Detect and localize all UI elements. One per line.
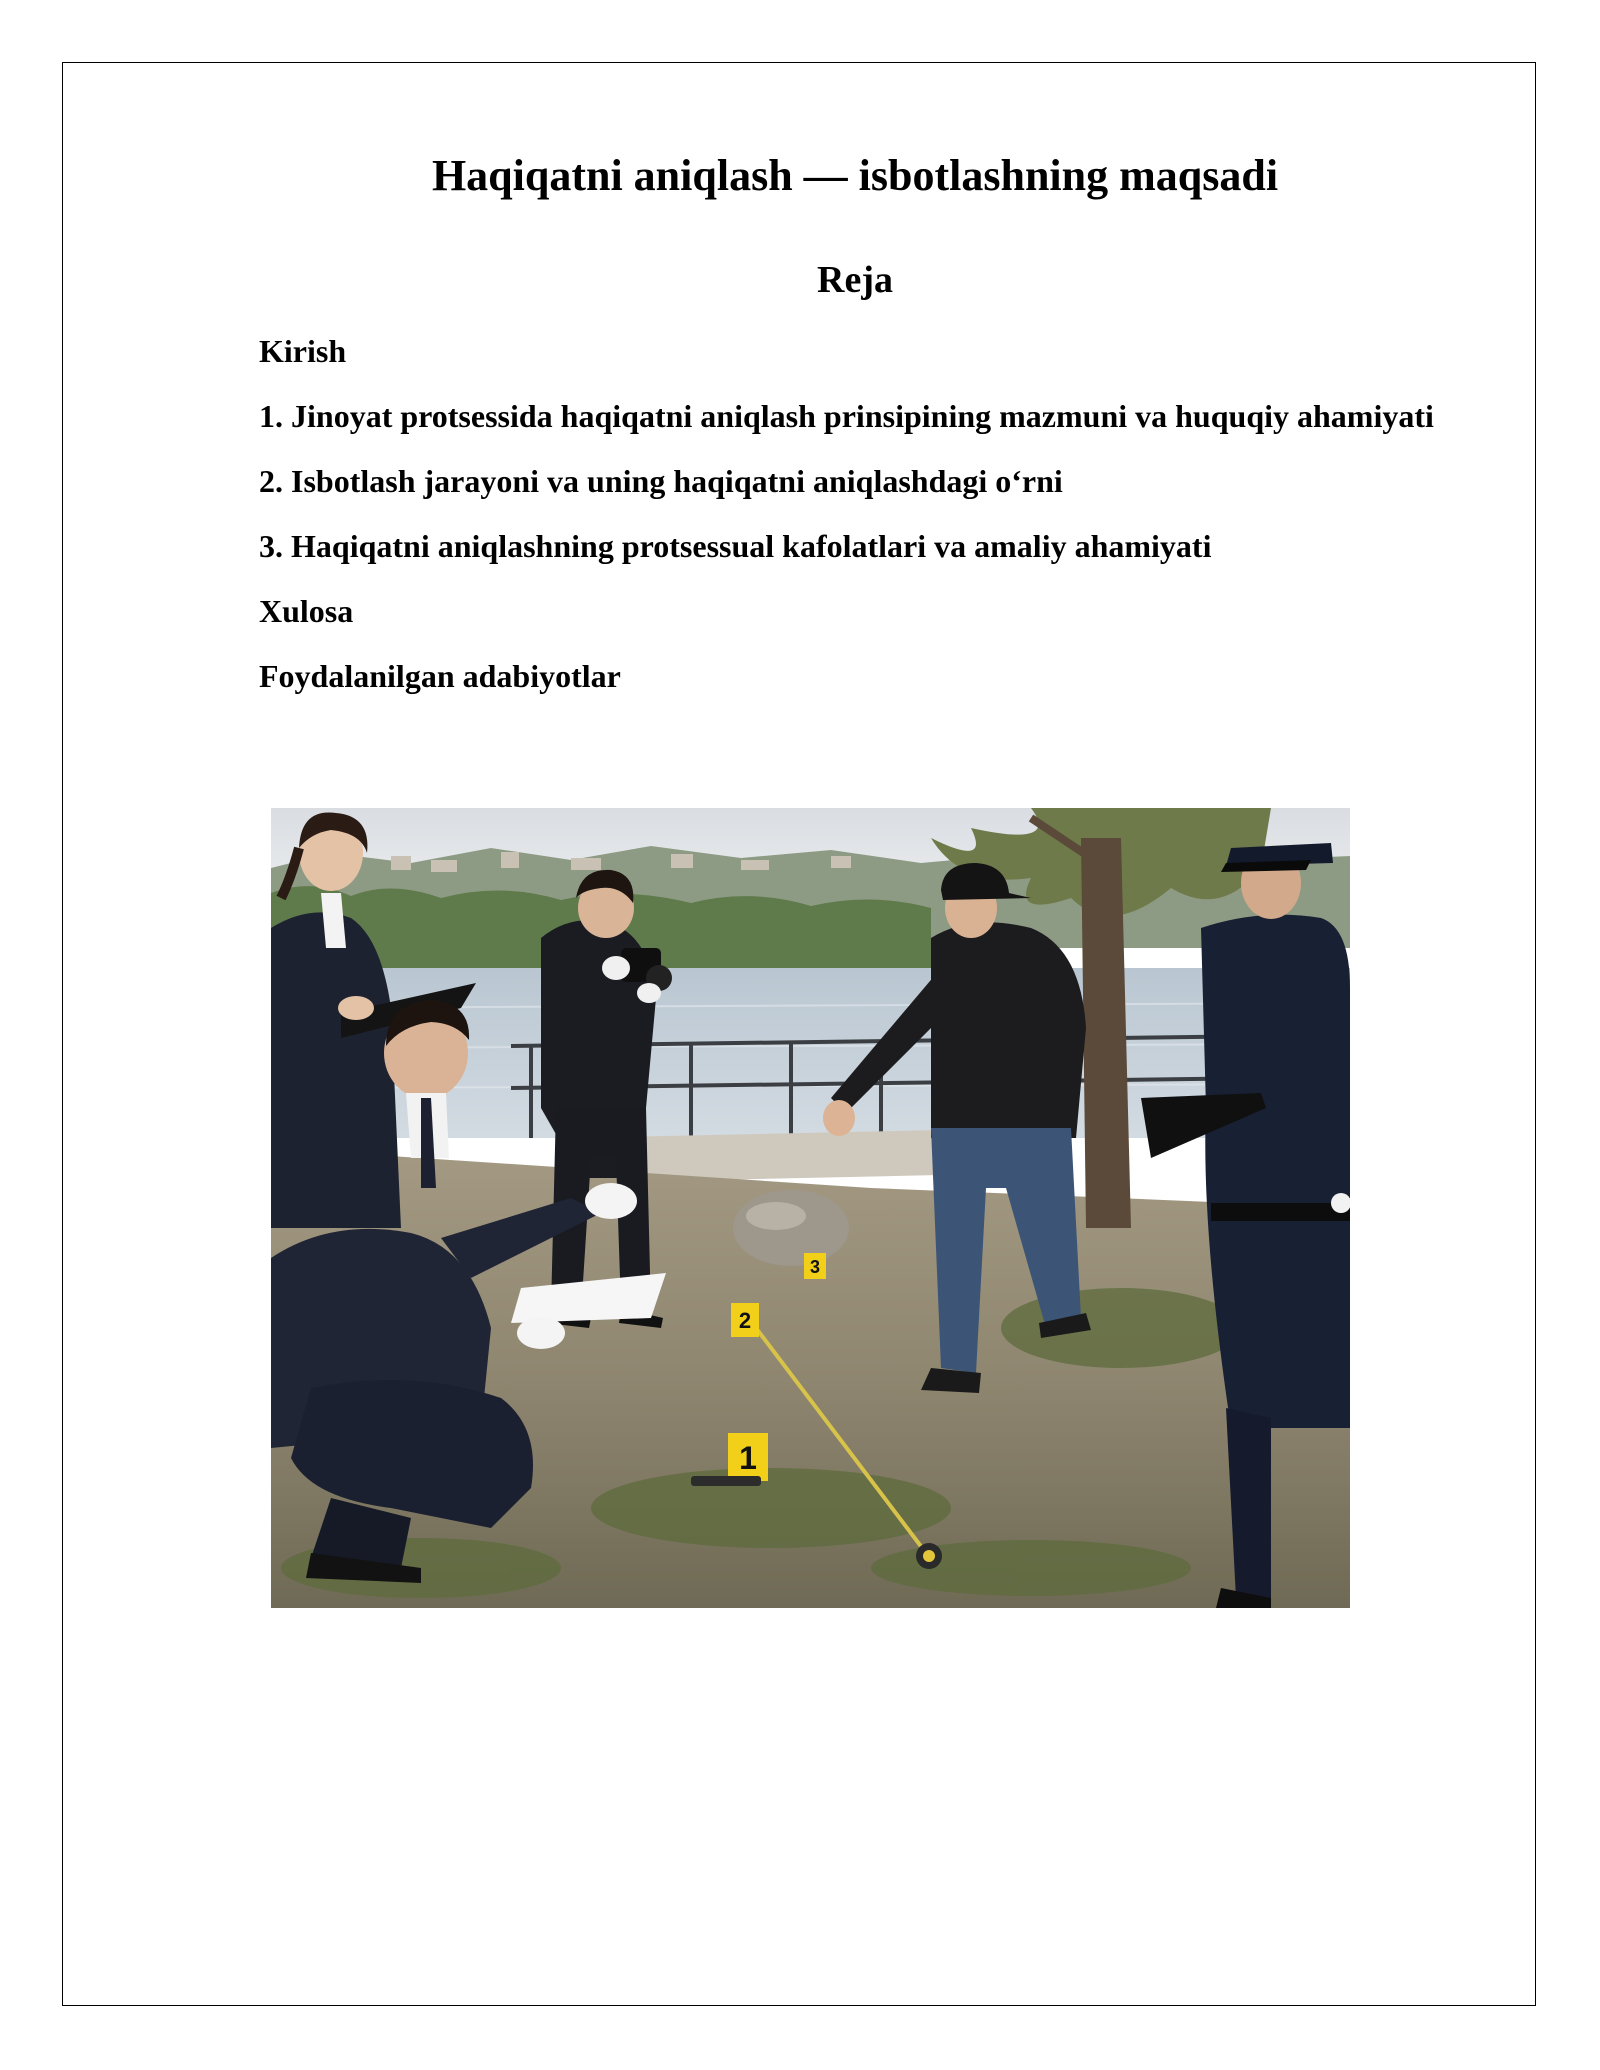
evidence-object [691,1476,761,1486]
plan-list [259,324,1439,714]
evidence-marker-2 [731,1303,759,1337]
evidence-marker-1 [728,1433,768,1481]
plan-item-references: Foydalanilgan adabiyotlar [259,658,621,694]
plan-item-section-1: 1. Jinoyat protsessida haqiqatni aniqlash prinsipining mazmuni va huquqiy ahamiyati [259,398,1434,434]
crime-scene-illustration [271,808,1350,1608]
duty-belt [1211,1203,1350,1221]
evidence-marker-2-label: 2 [738,1308,752,1333]
plan-item-introduction: Kirish [259,333,347,369]
evidence-marker-3-label: 3 [809,1257,821,1277]
evidence-marker-3 [804,1253,826,1279]
evidence-marker-1-label: 1 [739,1440,757,1476]
plan-item-conclusion: Xulosa [259,593,354,629]
plan-item-section-2: 2. Isbotlash jarayoni va uning haqiqatni aniqlashdagi o‘rni [259,463,1063,499]
crime-scene-photo [271,808,1350,1608]
plan-item-section-3: 3. Haqiqatni aniqlashning protsessual kafolatlari va amaliy ahamiyati [259,528,1212,564]
plan-heading: Reja [817,259,893,301]
document-title: Haqiqatni aniqlash — isbotlashning maqsadi [431,151,1279,200]
